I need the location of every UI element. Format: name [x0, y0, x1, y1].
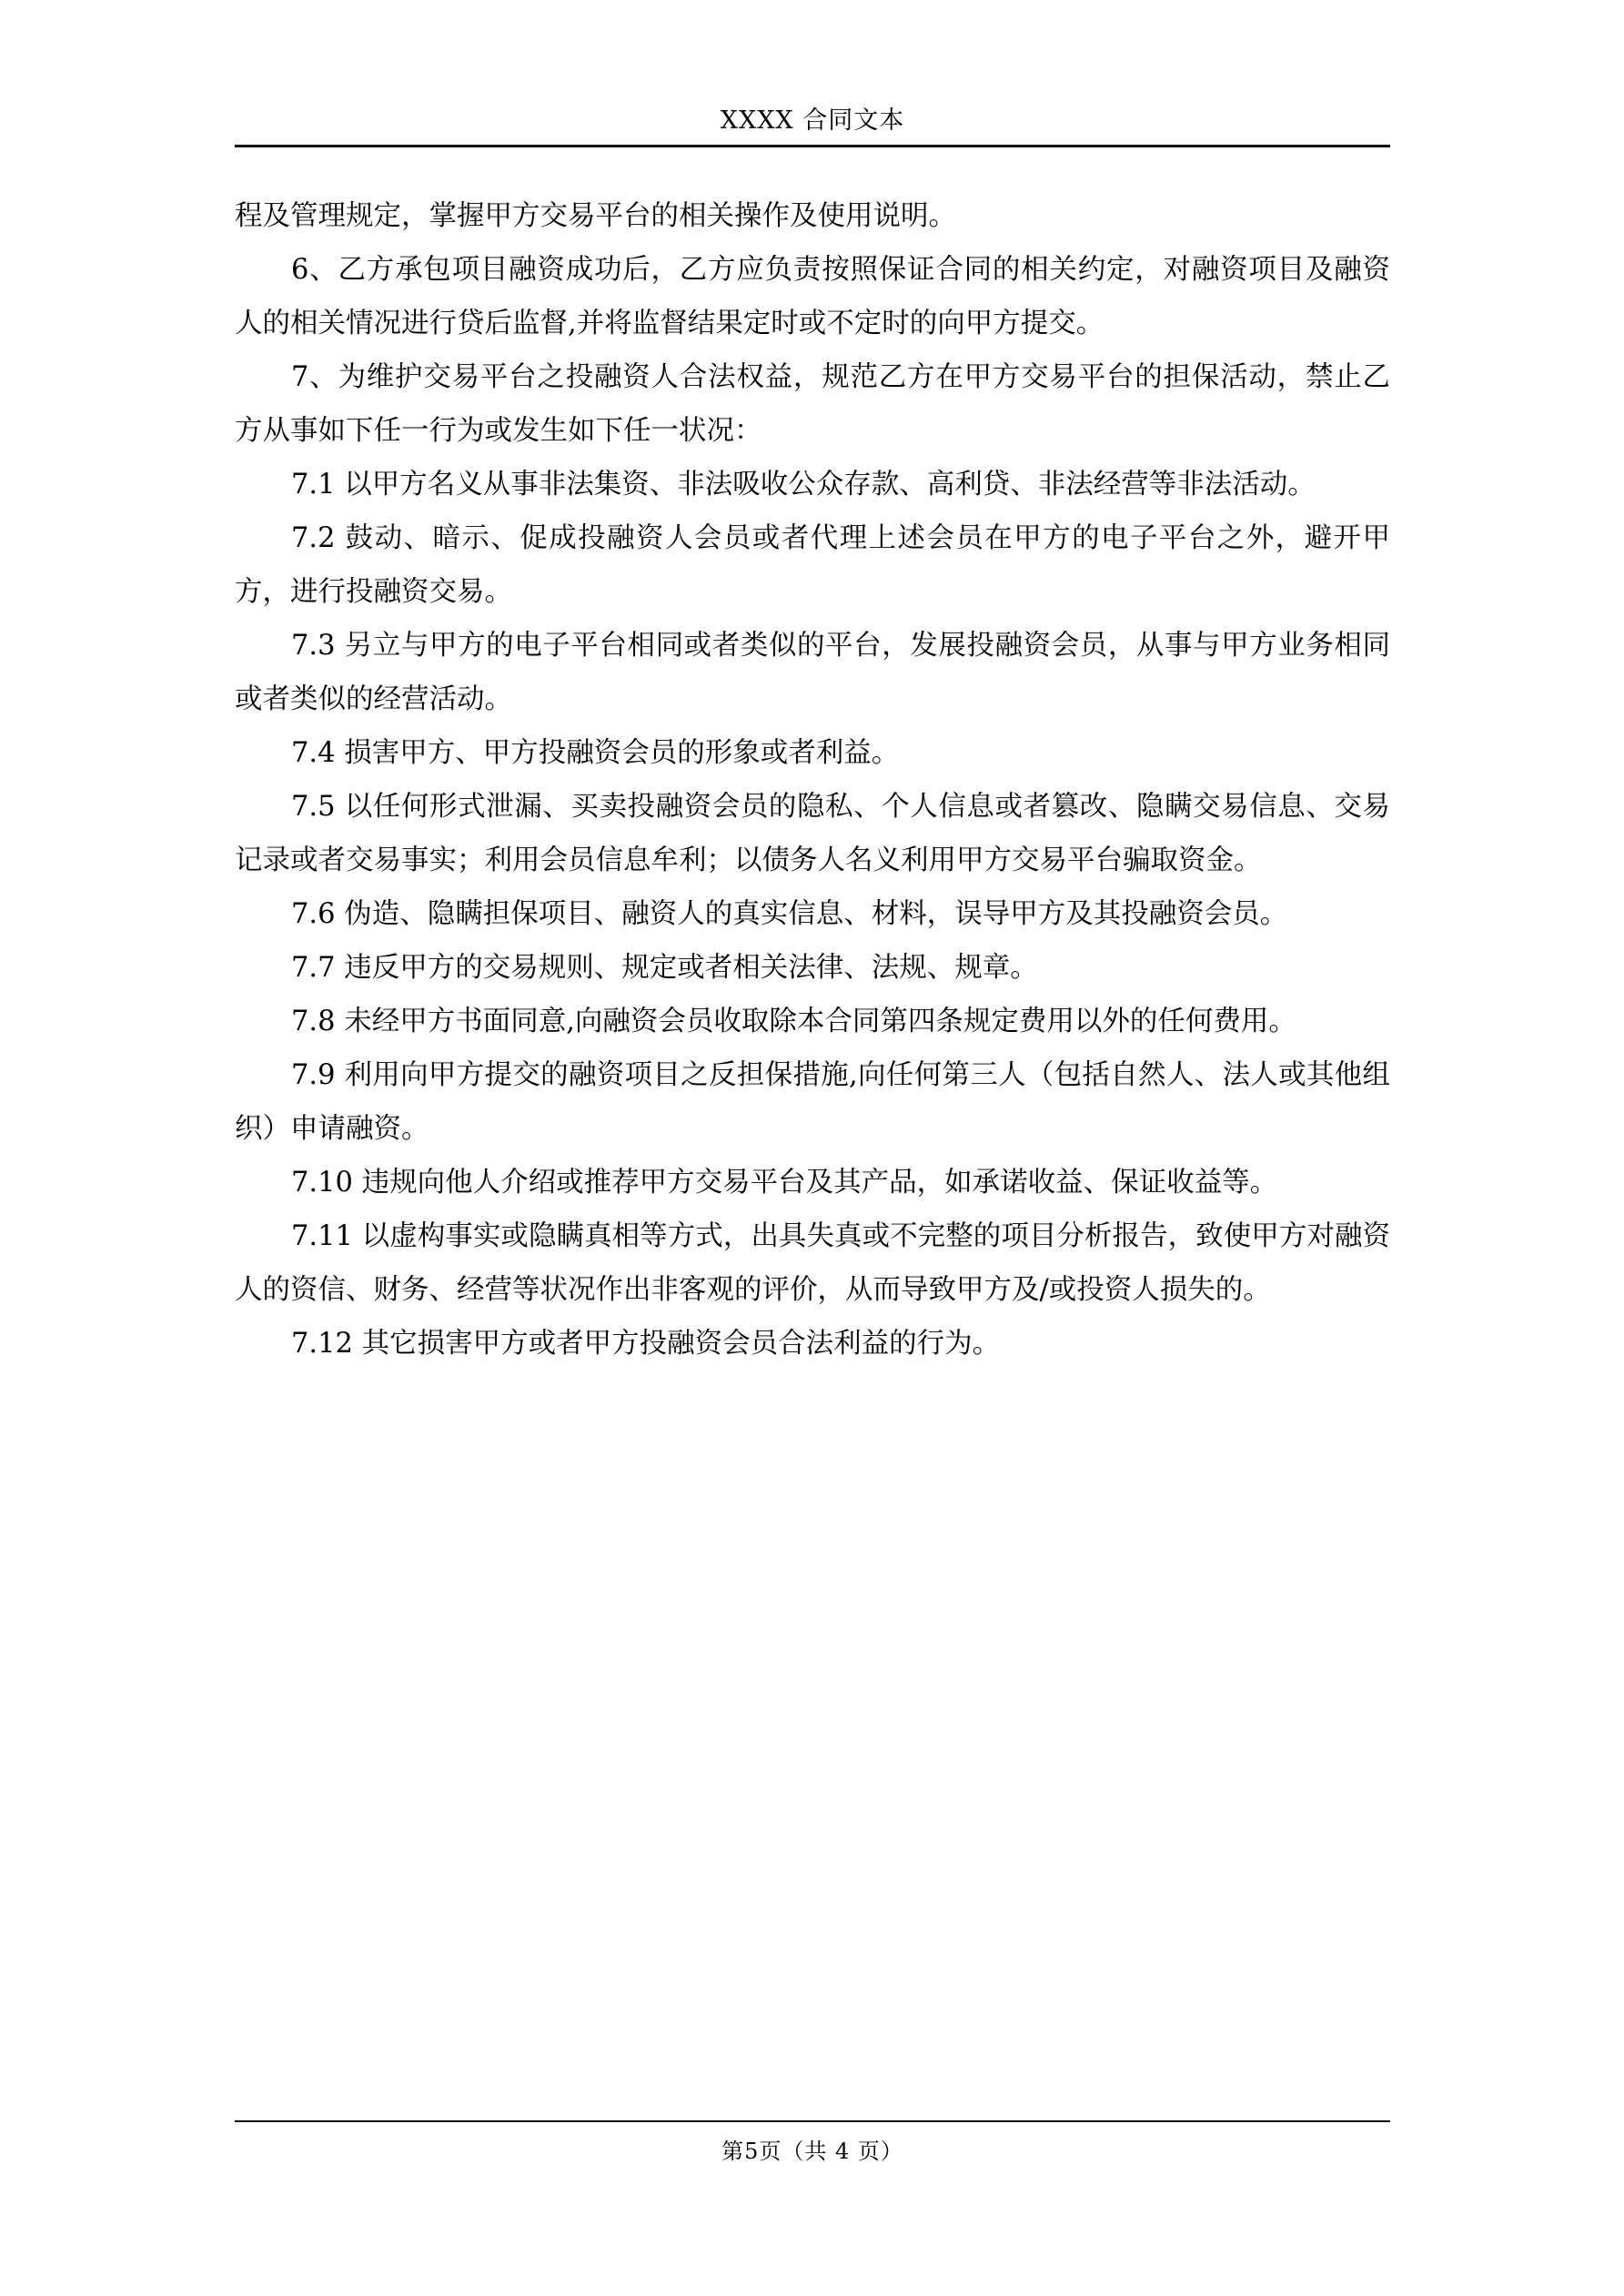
document-content: [235, 100, 1390, 1371]
paragraph: 7.9 利用向甲方提交的融资项目之反担保措施,向任何第三人（包括自然人、法人或其他组织）申请融资。: [235, 1059, 1390, 1145]
paragraph: 7.11 以虚构事实或隐瞒真相等方式，出具失真或不完整的项目分析报告，致使甲方对融资人的资信、财务、经营等状况作出非客观的评价，从而导致甲方及/或投资人损失的。: [235, 1220, 1390, 1306]
paragraph: 7.2 鼓动、暗示、促成投融资人会员或者代理上述会员在甲方的电子平台之外，避开甲方，进行投融资交易。: [235, 522, 1390, 608]
paragraph: 7.5 以任何形式泄漏、买卖投融资会员的隐私、个人信息或者篡改、隐瞒交易信息、交易记录或者交易事实；利用会员信息牟利；以债务人名义利用甲方交易平台骗取资金。: [235, 791, 1390, 876]
paragraph: 7.3 另立与甲方的电子平台相同或者类似的平台，发展投融资会员，从事与甲方业务相同或者类似的经营活动。: [235, 630, 1390, 715]
paragraph: 7.12 其它损害甲方或者甲方投融资会员合法利益的行为。: [291, 1328, 1001, 1360]
paragraph: 7.4 损害甲方、甲方投融资会员的形象或者利益。: [291, 737, 900, 769]
paragraph: 7.1 以甲方名义从事非法集资、非法吸收公众存款、高利贷、非法经营等非法活动。: [291, 469, 1316, 501]
paragraph: 7.7 违反甲方的交易规则、规定或者相关法律、法规、规章。: [291, 952, 1038, 984]
header-divider: [235, 145, 1390, 147]
paragraph: 7、为维护交易平台之投融资人合法权益，规范乙方在甲方交易平台的担保活动，禁止乙方从事如下任一行为或发生如下任一状况：: [235, 361, 1390, 447]
paragraph: 7.10 违规向他人介绍或推荐甲方交易平台及其产品，如承诺收益、保证收益等。: [291, 1167, 1278, 1199]
paragraph: 7.6 伪造、隐瞒担保项目、融资人的真实信息、材料，误导甲方及其投融资会员。: [291, 898, 1288, 930]
paragraph: 6、乙方承包项目融资成功后，乙方应负责按照保证合同的相关约定，对融资项目及融资人的相关情况进行贷后监督,并将监督结果定时或不定时的向甲方提交。: [235, 254, 1390, 339]
document-body: [235, 189, 1390, 1371]
paragraph: 程及管理规定，掌握甲方交易平台的相关操作及使用说明。: [235, 200, 956, 232]
paragraph: 7.8 未经甲方书面同意,向融资会员收取除本合同第四条规定费用以外的任何费用。: [291, 1006, 1296, 1037]
page-header: [235, 100, 1390, 145]
page-footer: [235, 2120, 1390, 2165]
header-title: XXXX 合同文本: [720, 106, 905, 135]
page-number: 第5页（共 4 页）: [721, 2139, 903, 2164]
